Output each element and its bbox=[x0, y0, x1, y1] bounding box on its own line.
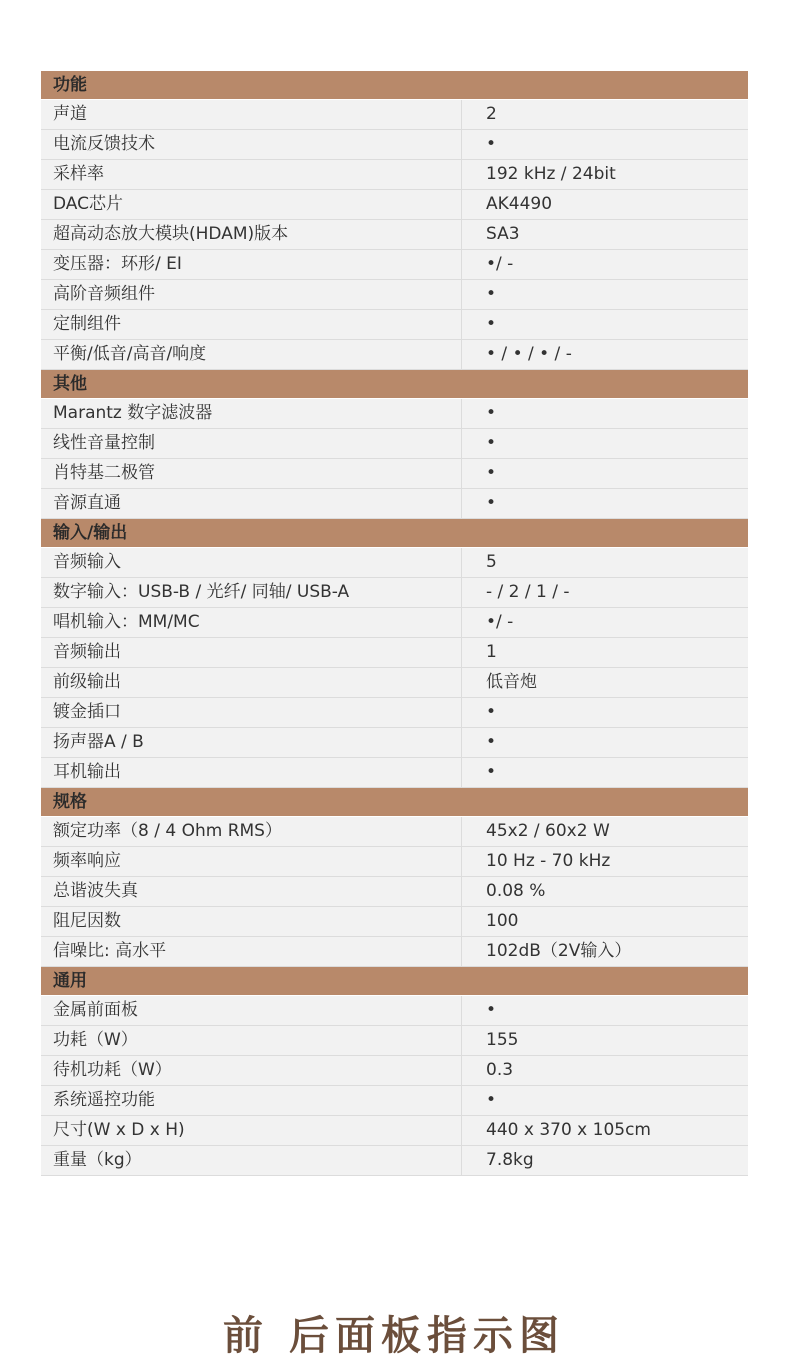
spec-row bbox=[41, 250, 748, 280]
spec-row bbox=[41, 877, 748, 907]
spec-value: • bbox=[486, 134, 497, 154]
spec-value: 7.8kg bbox=[486, 1150, 534, 1170]
spec-label: DAC芯片 bbox=[41, 190, 462, 219]
spec-label: 平衡/低音/高音/响度 bbox=[41, 340, 462, 369]
spec-value: AK4490 bbox=[486, 194, 553, 214]
spec-label: 声道 bbox=[41, 100, 462, 129]
spec-value: •/ - bbox=[486, 254, 514, 274]
spec-row bbox=[41, 1086, 748, 1116]
spec-value: - / 2 / 1 / - bbox=[486, 582, 570, 602]
spec-value: • bbox=[486, 702, 497, 722]
spec-value: SA3 bbox=[486, 224, 520, 244]
spec-value: 0.3 bbox=[486, 1060, 514, 1080]
spec-label: 重量（kg） bbox=[41, 1146, 462, 1175]
spec-value: • bbox=[486, 314, 497, 334]
spec-value: • bbox=[486, 1090, 497, 1110]
spec-label: 系统遥控功能 bbox=[41, 1086, 462, 1115]
spec-row bbox=[41, 907, 748, 937]
spec-row bbox=[41, 548, 748, 578]
spec-row bbox=[41, 578, 748, 608]
spec-label: 数字输入：USB-B / 光纤/ 同轴/ USB-A bbox=[41, 578, 462, 607]
spec-table bbox=[41, 71, 748, 1176]
spec-value: • bbox=[486, 403, 497, 423]
section-header: 规格 bbox=[41, 788, 748, 817]
spec-row bbox=[41, 608, 748, 638]
spec-value: • bbox=[486, 762, 497, 782]
spec-row bbox=[41, 758, 748, 788]
spec-value: • bbox=[486, 732, 497, 752]
spec-row bbox=[41, 310, 748, 340]
spec-label: 频率响应 bbox=[41, 847, 462, 876]
spec-row bbox=[41, 220, 748, 250]
spec-row bbox=[41, 817, 748, 847]
spec-label: 高阶音频组件 bbox=[41, 280, 462, 309]
spec-value: 440 x 370 x 105cm bbox=[486, 1120, 651, 1140]
spec-label: 前级输出 bbox=[41, 668, 462, 697]
spec-label: 音频输出 bbox=[41, 638, 462, 667]
spec-row bbox=[41, 130, 748, 160]
section-header: 功能 bbox=[41, 71, 748, 100]
spec-row bbox=[41, 459, 748, 489]
spec-row bbox=[41, 100, 748, 130]
section-header: 其他 bbox=[41, 370, 748, 399]
spec-row bbox=[41, 489, 748, 519]
spec-label: 扬声器A / B bbox=[41, 728, 462, 757]
spec-row bbox=[41, 1026, 748, 1056]
spec-row bbox=[41, 847, 748, 877]
spec-label: 电流反馈技术 bbox=[41, 130, 462, 159]
spec-value: • bbox=[486, 493, 497, 513]
panel-diagram-title: 前 后面板指示图 bbox=[223, 1312, 565, 1359]
spec-label: 金属前面板 bbox=[41, 996, 462, 1025]
spec-label: 功耗（W） bbox=[41, 1026, 462, 1055]
spec-value: 10 Hz - 70 kHz bbox=[486, 851, 611, 871]
spec-value: 0.08 % bbox=[486, 881, 546, 901]
spec-value: • bbox=[486, 1000, 497, 1020]
section-header: 通用 bbox=[41, 967, 748, 996]
spec-value: 1 bbox=[486, 642, 497, 662]
spec-row bbox=[41, 190, 748, 220]
spec-label: 唱机输入：MM/MC bbox=[41, 608, 462, 637]
spec-value: • bbox=[486, 433, 497, 453]
spec-row bbox=[41, 668, 748, 698]
spec-label: Marantz 数字滤波器 bbox=[41, 399, 462, 428]
spec-value: 45x2 / 60x2 W bbox=[486, 821, 610, 841]
spec-label: 线性音量控制 bbox=[41, 429, 462, 458]
spec-label: 音源直通 bbox=[41, 489, 462, 518]
spec-value: • bbox=[486, 284, 497, 304]
spec-label: 耳机输出 bbox=[41, 758, 462, 787]
spec-row bbox=[41, 728, 748, 758]
spec-value: • / • / • / - bbox=[486, 344, 572, 364]
spec-value: 低音炮 bbox=[486, 672, 537, 692]
spec-label: 镀金插口 bbox=[41, 698, 462, 727]
spec-row bbox=[41, 1116, 748, 1146]
spec-label: 变压器：环形/ EI bbox=[41, 250, 462, 279]
spec-label: 总谐波失真 bbox=[41, 877, 462, 906]
spec-row bbox=[41, 1056, 748, 1086]
spec-row bbox=[41, 937, 748, 967]
spec-label: 超高动态放大模块(HDAM)版本 bbox=[41, 220, 462, 249]
spec-row bbox=[41, 638, 748, 668]
spec-label: 尺寸(W x D x H) bbox=[41, 1116, 462, 1145]
spec-label: 采样率 bbox=[41, 160, 462, 189]
spec-label: 信噪比: 高水平 bbox=[41, 937, 462, 966]
spec-row bbox=[41, 1146, 748, 1176]
spec-value: 192 kHz / 24bit bbox=[486, 164, 616, 184]
spec-value: •/ - bbox=[486, 612, 514, 632]
spec-label: 待机功耗（W） bbox=[41, 1056, 462, 1085]
section-header: 输入/输出 bbox=[41, 519, 748, 548]
spec-row bbox=[41, 698, 748, 728]
spec-label: 定制组件 bbox=[41, 310, 462, 339]
spec-label: 音频输入 bbox=[41, 548, 462, 577]
spec-value: 102dB（2V输入） bbox=[486, 941, 632, 961]
spec-value: 100 bbox=[486, 911, 519, 931]
spec-value: 2 bbox=[486, 104, 497, 124]
spec-row bbox=[41, 160, 748, 190]
spec-label: 额定功率（8 / 4 Ohm RMS） bbox=[41, 817, 462, 846]
spec-row bbox=[41, 429, 748, 459]
spec-value: 155 bbox=[486, 1030, 519, 1050]
spec-label: 肖特基二极管 bbox=[41, 459, 462, 488]
spec-row bbox=[41, 340, 748, 370]
spec-row bbox=[41, 280, 748, 310]
spec-value: • bbox=[486, 463, 497, 483]
spec-value: 5 bbox=[486, 552, 497, 572]
spec-row bbox=[41, 399, 748, 429]
spec-label: 阻尼因数 bbox=[41, 907, 462, 936]
spec-row bbox=[41, 996, 748, 1026]
